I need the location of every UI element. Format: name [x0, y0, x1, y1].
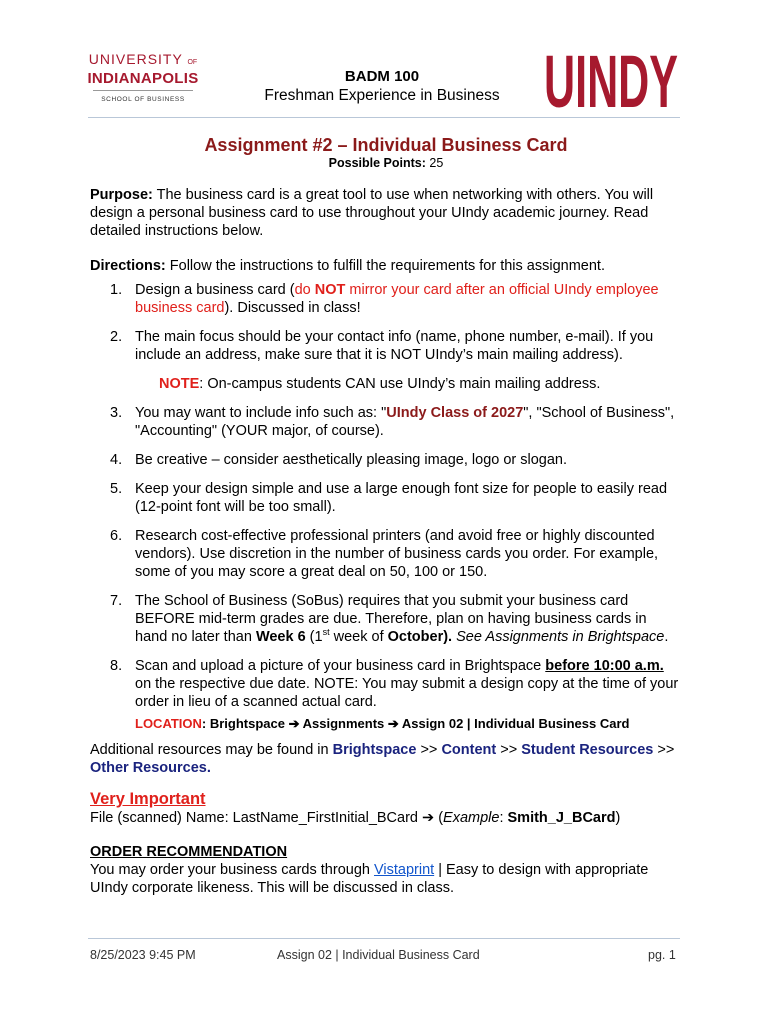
- order-paragraph: You may order your business cards through Vistaprint | Easy to design with appropriate UIndy corporate likeness. This will be discussed in class.: [90, 862, 649, 896]
- purpose-label: Purpose:: [90, 187, 153, 203]
- logo-line3: SCHOOL OF BUSINESS: [101, 96, 185, 103]
- footer-timestamp: 8/25/2023 9:45 PM: [90, 948, 196, 962]
- course-code: BADM 100: [344, 68, 420, 85]
- instructions-list-continued: [90, 404, 682, 711]
- list-item: 1. Design a business card (do NOT mirror your card after an official UIndy employee business card). Discussed in class!: [110, 282, 659, 316]
- resources-paragraph: Additional resources may be found in Brightspace >> Content >> Student Resources >> Other Resources.: [90, 742, 675, 776]
- university-logo: [84, 52, 202, 104]
- logo-line2: INDIANAPOLIS: [87, 70, 199, 87]
- submission-location: LOCATION: Brightspace ➔ Assignments ➔ Assign 02 | Individual Business Card: [135, 716, 630, 731]
- course-info: [262, 68, 502, 105]
- resource-link-brightspace: Brightspace: [332, 742, 417, 758]
- vistaprint-link[interactable]: Vistaprint: [373, 862, 435, 878]
- page-title: Assignment #2 – Individual Business Card: [204, 135, 568, 155]
- resource-link-student-resources: Student Resources: [521, 742, 654, 758]
- page-header: [0, 0, 768, 123]
- course-name: Freshman Experience in Business: [264, 87, 500, 104]
- file-naming-paragraph: File (scanned) Name: LastName_FirstInitial_BCard ➔ (Example: Smith_J_BCard): [90, 810, 621, 826]
- uindy-brand-logo: [544, 40, 680, 123]
- list-item: 5. Keep your design simple and use a large enough font size for people to easily read (12-point font will be too small).: [110, 481, 668, 515]
- list-item: 2. The main focus should be your contact info (name, phone number, e-mail). If you include an address, make sure that it is NOT UIndy’s main mailing address).: [110, 329, 654, 363]
- resource-link-other-resources: Other Resources.: [90, 760, 211, 776]
- footer-divider: [88, 938, 680, 939]
- note-label: NOTE: [159, 376, 200, 392]
- location-label: LOCATION: [135, 716, 202, 731]
- very-important-heading: Very Important: [90, 790, 206, 808]
- resource-link-content: Content: [441, 742, 497, 758]
- list-item: 3. You may want to include info such as: "UIndy Class of 2027", "School of Business", "Accounting" (YOUR major, of course).: [110, 405, 675, 439]
- campus-note: NOTE: On-campus students CAN use UIndy’s main mailing address.: [159, 376, 601, 392]
- possible-points: Possible Points: 25: [328, 156, 444, 170]
- uindy-brand-text: UINDY: [544, 40, 678, 123]
- logo-line1-small: OF: [187, 59, 198, 66]
- list-item: 6. Research cost-effective professional printers (and avoid free or highly discounted vendors). Use discretion in the number of business cards you order. For example, some of you may score a great deal on 50, 100 or 150.: [110, 528, 659, 580]
- instructions-list: [90, 281, 682, 364]
- directions-label: Directions:: [90, 258, 166, 274]
- footer-page-number: pg. 1: [648, 948, 676, 962]
- header-divider: [88, 117, 680, 118]
- footer-document-name: Assign 02 | Individual Business Card: [277, 948, 480, 962]
- order-recommendation-heading: ORDER RECOMMENDATION: [90, 844, 288, 860]
- purpose-paragraph: Purpose: The business card is a great tool to use when networking with others. You will design a personal business card to use throughout your UIndy academic journey. Read detailed instructions below.: [90, 187, 654, 239]
- logo-divider: [93, 90, 193, 91]
- list-item: 7. The School of Business (SoBus) requires that you submit your business card BEFORE mid-term grades are due. Therefore, plan on having business cards in hand no later than Week 6 (1st week of October). See Assignments in Brightspace.: [110, 593, 669, 645]
- list-item: 4. Be creative – consider aesthetically pleasing image, logo or slogan.: [110, 452, 568, 468]
- directions-paragraph: Directions: Follow the instructions to fulfill the requirements for this assignment.: [90, 258, 605, 274]
- logo-line1: UNIVERSITY: [88, 51, 183, 67]
- list-item: 8. Scan and upload a picture of your business card in Brightspace before 10:00 a.m. on the respective due date. NOTE: You may submit a design copy at the time of your order in lieu of a scanned actual card.: [110, 658, 679, 710]
- document-body: [90, 134, 682, 897]
